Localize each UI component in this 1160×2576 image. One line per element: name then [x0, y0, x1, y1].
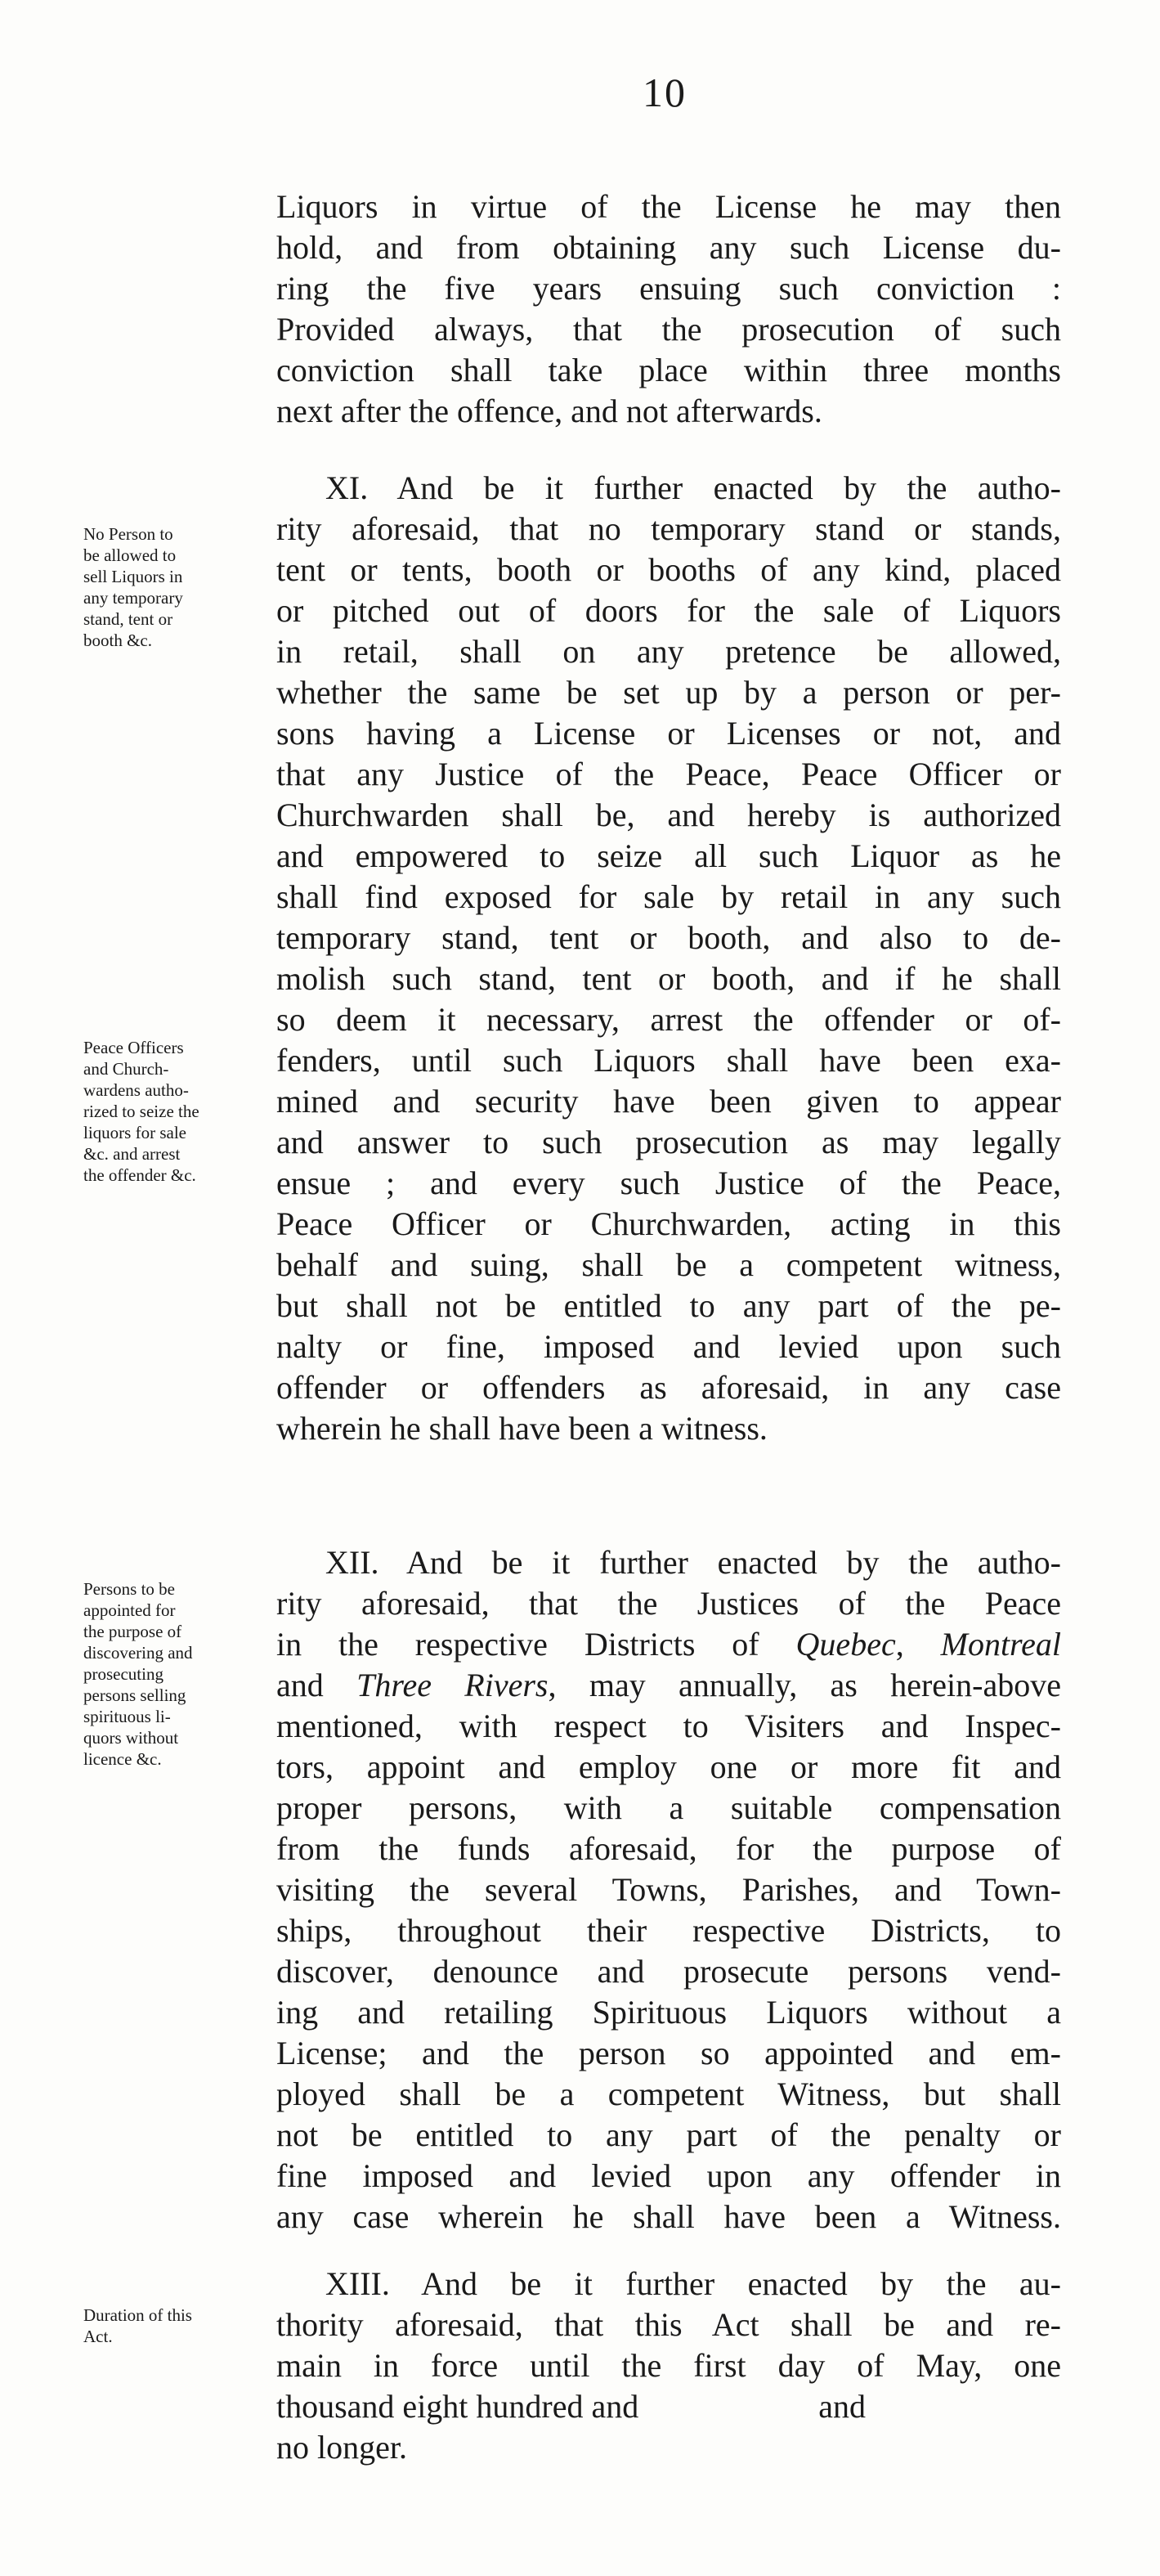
text-line: Provided always, that the prosecution of such [276, 311, 1061, 348]
text-line: or pitched out of doors for the sale of Liquors [276, 592, 1061, 629]
margin-note-line: Duration of this [83, 2305, 192, 2325]
text-line: Liquors in virtue of the License he may then [276, 188, 1061, 225]
section-heading-line: XII. And be it further enacted by the autho- [325, 1544, 1061, 1581]
margin-note-line: sell Liquors in [83, 567, 183, 586]
text-line: Peace Officer or Churchwarden, acting in this [276, 1205, 1061, 1242]
text-line: mentioned, with respect to Visiters and Inspec- [276, 1708, 1061, 1744]
margin-note-peace-officers [83, 1037, 255, 1186]
text-line: hold, and from obtaining any such License du- [276, 229, 1061, 266]
paragraph-section-xiii [276, 2264, 1061, 2468]
text-line: thority aforesaid, that this Act shall be and re- [276, 2306, 1061, 2343]
text-line: in retail, shall on any pretence be allowed, [276, 633, 1061, 670]
margin-note-line: be allowed to [83, 545, 177, 565]
text-line: no longer. [276, 2429, 407, 2466]
text-line: fenders, until such Liquors shall have been exa- [276, 1042, 1061, 1079]
text-line-italic-places: and Three Rivers, may annually, as herein-above [276, 1667, 1061, 1703]
margin-note-line: Act. [83, 2327, 113, 2346]
margin-note-line: spirituous li- [83, 1707, 171, 1726]
section-heading-line: XIII. And be it further enacted by the au- [325, 2265, 1061, 2302]
paragraph-section-xi [276, 468, 1061, 1449]
margin-note-line: No Person to [83, 524, 173, 544]
margin-note-line: licence &c. [83, 1749, 162, 1769]
margin-note-temporary-stand [83, 523, 255, 651]
margin-note-line: Peace Officers [83, 1038, 184, 1057]
text-line: License; and the person so appointed and em- [276, 2035, 1061, 2071]
text-line: and answer to such prosecution as may legally [276, 1124, 1061, 1160]
place-name: Quebec [795, 1626, 896, 1663]
margin-note-line: booth &c. [83, 631, 152, 650]
text-line: any case wherein he shall have been a Witness. [276, 2198, 1061, 2235]
margin-note-line: Persons to be [83, 1579, 175, 1599]
margin-note-persons-appointed [83, 1578, 255, 1770]
text-line: ensue ; and every such Justice of the Peace, [276, 1165, 1061, 1201]
text-line: shall find exposed for sale by retail in any such [276, 878, 1061, 915]
place-name: Montreal [940, 1626, 1062, 1663]
text-line: next after the offence, and not afterwards. [276, 393, 822, 429]
margin-note-line: the purpose of [83, 1622, 182, 1641]
page-number: 10 [643, 70, 687, 115]
text-line: visiting the several Towns, Parishes, and Town- [276, 1871, 1061, 1908]
margin-note-line: and Church- [83, 1059, 169, 1079]
text-line: offender or offenders as aforesaid, in any case [276, 1369, 1061, 1406]
text-line: tors, appoint and employ one or more fit and [276, 1748, 1061, 1785]
margin-note-line: liquors for sale [83, 1123, 186, 1142]
text-line: ships, throughout their respective Districts, to [276, 1912, 1061, 1949]
text-line: behalf and suing, shall be a competent witness, [276, 1246, 1061, 1283]
paragraph-section-xii [276, 1542, 1061, 2237]
text-line: conviction shall take place within three months [276, 352, 1061, 388]
text-line: nalty or fine, imposed and levied upon such [276, 1328, 1061, 1365]
margin-note-line: any temporary [83, 588, 183, 608]
text-line: rity aforesaid, that the Justices of the Peace [276, 1585, 1061, 1622]
text-line: molish such stand, tent or booth, and if he shall [276, 960, 1061, 997]
margin-note-line: the offender &c. [83, 1165, 196, 1185]
text-line: from the funds aforesaid, for the purpose of [276, 1830, 1061, 1867]
text-line-with-blank: thousand eight hundred and and [276, 2388, 866, 2425]
margin-note-line: persons selling [83, 1685, 186, 1705]
text-line: mined and security have been given to appear [276, 1083, 1061, 1120]
section-heading-line: XI. And be it further enacted by the autho- [325, 469, 1061, 506]
text-line: ployed shall be a competent Witness, but shall [276, 2076, 1061, 2112]
margin-note-line: rized to seize the [83, 1102, 199, 1121]
text-line: rity aforesaid, that no temporary stand or stands, [276, 510, 1061, 547]
margin-note-line: appointed for [83, 1600, 176, 1620]
margin-note-line: prosecuting [83, 1664, 163, 1684]
text-line: not be entitled to any part of the penalty or [276, 2116, 1061, 2153]
text-line-italic-places: in the respective Districts of Quebec, Montreal [276, 1626, 1062, 1663]
text-line: discover, denounce and prosecute persons vend- [276, 1953, 1061, 1990]
text-line: tent or tents, booth or booths of any kind, placed [276, 551, 1061, 588]
paragraph-section-x-tail [276, 186, 1061, 432]
margin-note-line: wardens autho- [83, 1080, 189, 1100]
text-line: temporary stand, tent or booth, and also to de- [276, 919, 1061, 956]
margin-note-line: quors without [83, 1728, 179, 1748]
text-line: fine imposed and levied upon any offender in [276, 2157, 1061, 2194]
text-line: Churchwarden shall be, and hereby is authorized [276, 797, 1061, 833]
margin-note-duration [83, 2304, 255, 2347]
text-line: whether the same be set up by a person or per- [276, 674, 1061, 711]
text-line: wherein he shall have been a witness. [276, 1410, 768, 1447]
text-line: but shall not be entitled to any part of the pe- [276, 1287, 1061, 1324]
text-line: ring the five years ensuing such conviction : [276, 270, 1061, 307]
text-line: proper persons, with a suitable compensation [276, 1789, 1061, 1826]
text-line: sons having a License or Licenses or not, and [276, 715, 1061, 752]
text-line: main in force until the first day of May, one [276, 2347, 1061, 2384]
text-line: and empowered to seize all such Liquor as he [276, 837, 1061, 874]
text-line: ing and retailing Spirituous Liquors without a [276, 1994, 1061, 2031]
margin-note-line: discovering and [83, 1643, 193, 1663]
margin-note-line: &c. and arrest [83, 1144, 181, 1164]
margin-note-line: stand, tent or [83, 609, 173, 629]
text-line: that any Justice of the Peace, Peace Officer or [276, 756, 1061, 792]
place-name: Three Rivers [356, 1667, 549, 1703]
text-line: so deem it necessary, arrest the offender or of- [276, 1001, 1061, 1038]
